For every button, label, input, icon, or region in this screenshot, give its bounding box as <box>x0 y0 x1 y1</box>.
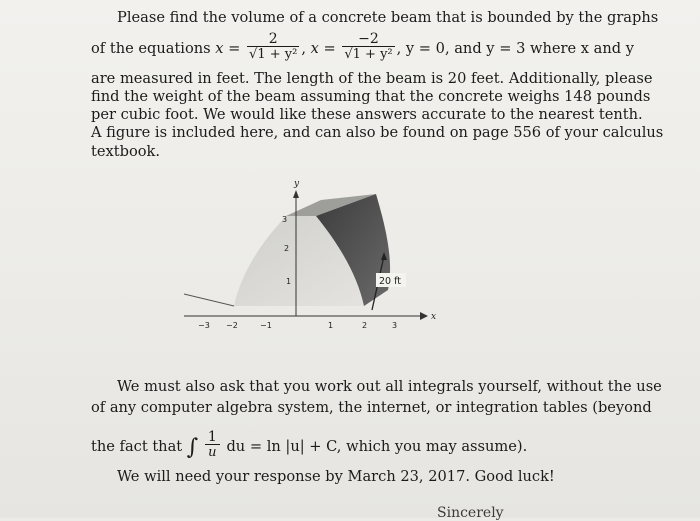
length-label: 20 ft <box>379 276 402 287</box>
fraction-negative <box>342 32 394 62</box>
problem-line-7: textbook. <box>91 143 160 160</box>
x-tick-neg2: −2 <box>226 321 238 330</box>
x-tick-3: 3 <box>392 321 398 330</box>
y-tick-2: 2 <box>284 244 290 253</box>
equation-prefix: of the equations <box>91 40 211 57</box>
x-axis-label: x <box>431 312 437 322</box>
x-variable-2: x <box>310 40 319 57</box>
integrand-numerator: 1 <box>207 429 217 445</box>
problem-equation-line: of the equations x = $\frac{2}{\text{√1 + y²}}$ , x = $\frac{-2}{\text{√1 + y²}}$ , y = 0, and y = 3 where x and y <box>91 31 634 62</box>
x-tick-neg1: −1 <box>260 321 272 330</box>
y-axis-arrow-icon <box>293 190 299 198</box>
integrand-fraction <box>205 430 220 460</box>
integrand-denominator: u <box>205 444 220 460</box>
x-tick-neg3: −3 <box>198 321 210 330</box>
instructions-line-3-prefix: the fact that <box>91 438 183 455</box>
fraction-negative-denominator: √1 + y² <box>344 47 393 62</box>
equals-2: = <box>323 40 336 57</box>
x-axis-arrow-icon <box>420 312 428 320</box>
x-variable-1: x <box>215 40 224 57</box>
fraction-positive <box>247 32 299 62</box>
problem-line-5: per cubic foot. We would like these answers accurate to the nearest tenth. <box>91 106 643 123</box>
fraction-negative-numerator: −2 <box>358 31 379 47</box>
beam-figure <box>176 178 446 346</box>
instructions-line-2: of any computer algebra system, the internet, or integration tables (beyond <box>91 399 652 416</box>
instructions-line-3 <box>91 429 528 462</box>
problem-line-4: find the weight of the beam assuming that the concrete weighs 148 pounds <box>91 88 651 105</box>
equation-suffix: , y = 0, and y = 3 where x and y <box>396 40 634 57</box>
problem-line-6: A figure is included here, and can also be found on page 556 of your calculus <box>91 124 664 141</box>
equals-1: = <box>228 40 241 57</box>
instructions-line-4: We will need your response by March 23, 2017. Good luck! <box>117 468 555 485</box>
fraction-positive-denominator: √1 + y² <box>249 47 298 62</box>
instructions-line-3-suffix: du = ln |u| + C, which you may assume). <box>226 438 528 455</box>
signoff-text: Sincerely <box>437 505 504 521</box>
x-tick-1: 1 <box>328 321 334 330</box>
y-axis-label: y <box>294 179 300 189</box>
depth-axis-line <box>184 294 234 306</box>
y-tick-1: 1 <box>286 277 292 286</box>
fraction-positive-numerator: 2 <box>268 31 278 47</box>
problem-line-1: Please find the volume of a concrete beam that is bounded by the graphs <box>117 9 659 26</box>
instructions-line-1: We must also ask that you work out all integrals yourself, without the use <box>117 378 662 395</box>
x-tick-2: 2 <box>362 321 368 330</box>
integral-sign: ∫ <box>186 435 199 460</box>
problem-line-3: are measured in feet. The length of the beam is 20 feet. Additionally, please <box>91 70 653 87</box>
y-tick-3: 3 <box>282 215 288 224</box>
